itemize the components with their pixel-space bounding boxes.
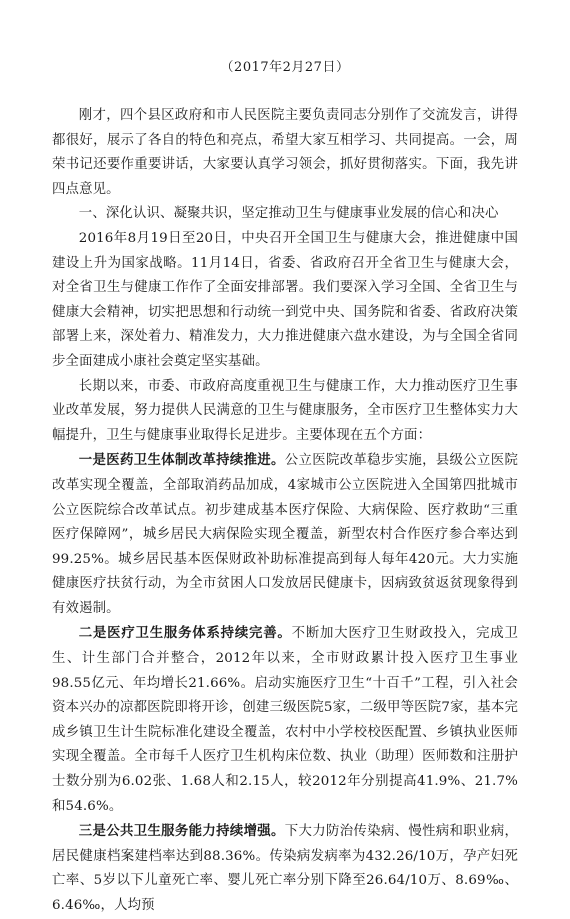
text-run: 公立医院改革稳步实施，县级公立医院改革实现全覆盖，全部取消药品加成，4家城市公立医院进入全国第四批城市公立医院综合改革试点。初步建成基本医疗保险、大病保险、医疗救助“三重医疗保障网”，城乡居民大病保险实现全覆盖，新型农村合作医疗参合率达到99.25%。城乡居民基本医保财政补助标准提高到每人每年420元。大力实施健康医疗扶贫行动，为全市贫困人口发放居民健康卡，因病致贫返贫现象得到有效遏制。 bbox=[52, 453, 518, 616]
text-run: 长期以来，市委、市政府高度重视卫生与健康工作，大力推动医疗卫生事业改革发展，努力提供人民满意的卫生与健康服务，全市医疗卫生整体实力大幅提升，卫生与健康事业取得长足进步。主要体现在五个方面： bbox=[52, 378, 518, 443]
text-run: 2016年8月19日至20日，中央召开全国卫生与健康大会，推进健康中国建设上升为国家战略。11月14日，省委、省政府召开全省卫生与健康大会，对全省卫生与健康工作作了全面安排部署。我们要深入学习全国、全省卫生与健康大会精神，切实把思想和行动统一到党中央、国务院和省委、省政府决策部署上来，深处着力、精准发力，大力推进健康六盘水建设，为与全国全省同步全面建成小康社会奠定坚实基础。 bbox=[52, 230, 518, 369]
point-lead-text: 一是医药卫生体制改革持续推进。 bbox=[78, 452, 285, 469]
text-run: 一、深化认识、凝聚共识，坚定推动卫生与健康事业发展的信心和决心 bbox=[78, 206, 499, 222]
text-run: 不断加大医疗卫生财政投入，完成卫生、计生部门合并整合，2012年以来，全市财政累计投入医疗卫生事业98.55亿元、年均增长21.66%。启动实施医疗卫生“十百千”工程，引入社会资本兴办的凉都医院即将开诊，创建三级医院5家，二级甲等医院7家，基本完成乡镇卫生计生院标准化建设全覆盖，农村中小学校校医配置、乡镇执业医师实现全覆盖。全市每千人医疗卫生机构床位数、执业（助理）医师数和注册护士数分别为6.02张、1.68人和2.15人，较2012年分别提高41.9%、21.7%和54.6%。 bbox=[52, 626, 518, 814]
text-run: 刚才，四个县区政府和市人民医院主要负责同志分别作了交流发言，讲得都很好，展示了各自的特色和亮点，希望大家互相学习、共同提高。一会，周荣书记还要作重要讲话，大家要认真学习领会，抓好贯彻落实。下面，我先讲四点意见。 bbox=[52, 108, 518, 197]
paragraph-health-conference bbox=[52, 227, 518, 375]
paragraph-point-one bbox=[52, 448, 518, 621]
section-heading-one bbox=[52, 202, 518, 227]
point-lead-text: 二是医疗卫生服务体系持续完善。 bbox=[78, 625, 292, 642]
paragraph-point-two bbox=[52, 621, 518, 819]
text-run: 下大力防治传染病、慢性病和职业病，居民健康档案建档率达到88.36%。传染病发病率为432.26/10万，孕产妇死亡率、5岁以下儿童死亡率、婴儿死亡率分别下降至26.64/10万、8.69‰、6.46‰，人均预 bbox=[52, 824, 518, 913]
document-date: （2017年2月27日） bbox=[220, 60, 350, 75]
paragraph-intro bbox=[52, 104, 518, 202]
paragraph-point-three bbox=[52, 819, 518, 918]
point-lead-text: 三是公共卫生服务能力持续增强。 bbox=[78, 823, 285, 840]
paragraph-overview bbox=[52, 375, 518, 449]
